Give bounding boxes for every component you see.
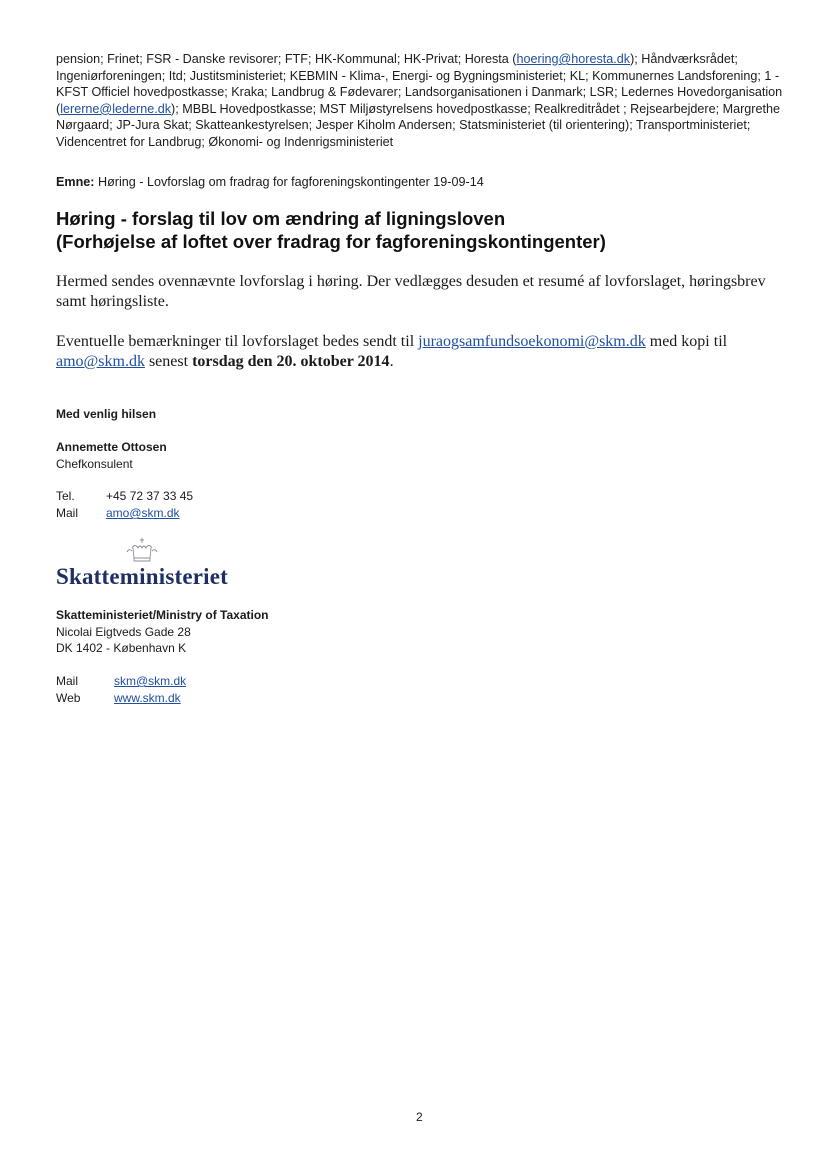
address-line-3: DK 1402 - København K bbox=[56, 641, 187, 655]
organization-name: Skatteministeriet bbox=[56, 564, 229, 589]
document-heading bbox=[56, 207, 796, 253]
address-line-1: Skatteministeriet/Ministry of Taxation bbox=[56, 608, 269, 622]
phone-number: +45 72 37 33 45 bbox=[106, 489, 194, 503]
signature-phone-row bbox=[56, 488, 193, 504]
recipients-text-3: ); MBBL Hovedpostkasse; MST Miljøstyrelsens hovedpostkasse; Realkreditrådet ; Rejsearbejdere; Margrethe Nørgaard; JP-Jura Skat; Skatteankestyrelsen; Jesper Kiholm Andersen; Statsministeriet (til orientering); Transportministeriet; Videncentret for Landbrug; Økonomi- og Indenrigsministeriet bbox=[56, 101, 780, 149]
intro-paragraph: Hermed sendes ovennævnte lovforslag i høring. Der vedlægges desuden et resumé af lovforslaget, høringsbrev samt høringsliste. bbox=[56, 273, 766, 310]
address-line-2: Nicolai Eigtveds Gade 28 bbox=[56, 624, 191, 639]
heading-line-2: (Forhøjelse af loftet over fradrag for fagforeningskontingenter) bbox=[56, 231, 606, 252]
signature-email-link[interactable]: amo@skm.dk bbox=[106, 506, 180, 520]
org-email-link[interactable]: skm@skm.dk bbox=[114, 674, 187, 688]
org-web-label: Web bbox=[56, 691, 81, 705]
deadline-date: torsdag den 20. oktober 2014 bbox=[192, 353, 390, 370]
lederne-email-link[interactable]: lererne@lederne.dk bbox=[60, 101, 172, 116]
jura-email-link[interactable]: juraogsamfundsoekonomi@skm.dk bbox=[418, 333, 646, 350]
organization-mail-row bbox=[56, 673, 186, 689]
comments-end: . bbox=[389, 353, 394, 370]
organization-web-row bbox=[56, 690, 181, 706]
mail-label: Mail bbox=[56, 506, 79, 520]
subject-label: Emne: bbox=[56, 175, 95, 189]
comments-text-c: senest bbox=[144, 353, 193, 370]
phone-label: Tel. bbox=[56, 489, 75, 503]
comments-text-a: Eventuelle bemærkninger til lovforslaget bedes sendt til bbox=[56, 333, 419, 350]
amo-email-link[interactable]: amo@skm.dk bbox=[56, 353, 145, 370]
recipients-text-2: ); Håndværksrådet; Ingeniørforeningen; Itd; Justitsministeriet; KEBMIN - Klima-, Energi- og Bygningsministeriet; KL; Kommunernes Landsforening; 1 - KFST Officiel hovedpostkasse; Kraka; Landbrug & Fødevarer; Landsorganisationen i Danmark; LSR; Ledernes Hovedorganisation ( bbox=[56, 52, 783, 116]
recipients-text-1: pension; Frinet; FSR - Danske revisorer; FTF; HK-Kommunal; HK-Privat; Horesta ( bbox=[56, 52, 517, 66]
organization-address bbox=[56, 607, 269, 657]
subject-line bbox=[56, 174, 484, 191]
signature-greeting: Med venlig hilsen bbox=[56, 407, 157, 421]
page-number: 2 bbox=[416, 1110, 423, 1124]
comments-paragraph bbox=[56, 332, 776, 372]
heading-line-1: Høring - forslag til lov om ændring af ligningsloven bbox=[56, 208, 506, 229]
crown-icon bbox=[124, 536, 160, 566]
subject-text: Høring - Lovforslag om fradrag for fagforeningskontingenter 19-09-14 bbox=[94, 175, 484, 189]
recipients-list bbox=[56, 51, 786, 151]
horesta-email-link[interactable]: hoering@horesta.dk bbox=[516, 52, 631, 66]
signature-mail-row bbox=[56, 505, 180, 521]
signature-title: Chefkonsulent bbox=[56, 457, 133, 471]
org-mail-label: Mail bbox=[56, 674, 79, 688]
org-website-link[interactable]: www.skm.dk bbox=[114, 691, 181, 705]
signature-name: Annemette Ottosen bbox=[56, 440, 167, 454]
comments-text-b: med kopi til bbox=[645, 333, 728, 350]
